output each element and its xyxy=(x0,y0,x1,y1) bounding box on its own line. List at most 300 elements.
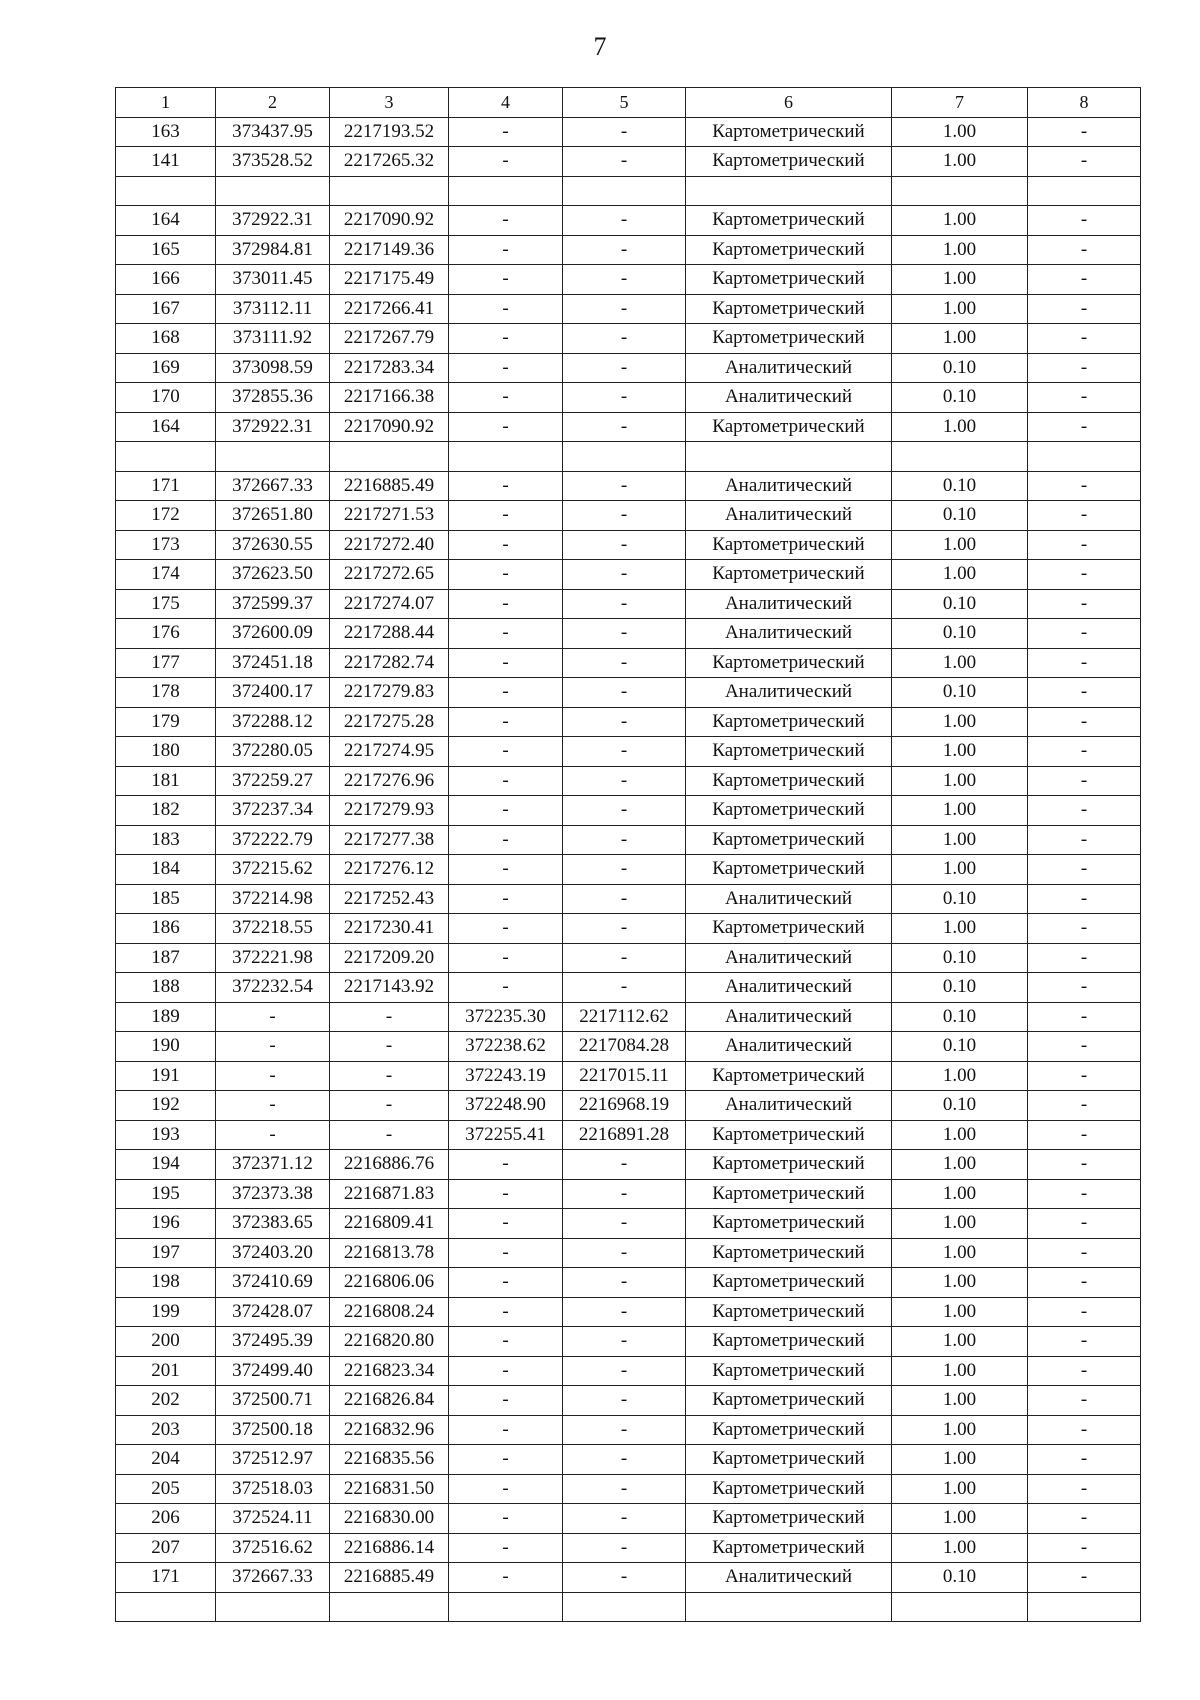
table-row xyxy=(116,412,1141,442)
table-cell-accuracy xyxy=(892,1592,1028,1622)
table-cell-accuracy: 1.00 xyxy=(892,737,1028,767)
table-cell-note: - xyxy=(1028,707,1141,737)
table-cell-y-coordinate: 2216886.76 xyxy=(330,1150,449,1180)
table-row xyxy=(116,147,1141,177)
table-row xyxy=(116,1327,1141,1357)
table-cell-x-coordinate: 372403.20 xyxy=(216,1238,330,1268)
table-cell-note: - xyxy=(1028,265,1141,295)
table-cell-y-coordinate-alt: - xyxy=(563,1209,686,1239)
table-cell-x-coordinate-alt: - xyxy=(449,560,563,590)
table-cell-x-coordinate-alt xyxy=(449,176,563,206)
table-row xyxy=(116,324,1141,354)
table-cell-point-number: 198 xyxy=(116,1268,216,1298)
table-cell-method: Аналитический xyxy=(686,619,892,649)
table-cell-method: Аналитический xyxy=(686,884,892,914)
table-cell-y-coordinate-alt: - xyxy=(563,147,686,177)
table-cell-y-coordinate-alt: - xyxy=(563,619,686,649)
table-cell-point-number: 187 xyxy=(116,943,216,973)
table-cell-y-coordinate-alt xyxy=(563,1592,686,1622)
table-cell-method xyxy=(686,176,892,206)
table-cell-y-coordinate: 2216820.80 xyxy=(330,1327,449,1357)
table-cell-method: Картометрический xyxy=(686,1297,892,1327)
table-cell-x-coordinate: 372984.81 xyxy=(216,235,330,265)
table-cell-method: Картометрический xyxy=(686,914,892,944)
table-cell-y-coordinate-alt: 2217084.28 xyxy=(563,1032,686,1062)
table-cell-y-coordinate: 2217274.95 xyxy=(330,737,449,767)
table-cell-method: Картометрический xyxy=(686,324,892,354)
table-cell-point-number: 199 xyxy=(116,1297,216,1327)
table-cell-y-coordinate-alt: - xyxy=(563,1474,686,1504)
table-cell-x-coordinate: 372516.62 xyxy=(216,1533,330,1563)
table-cell-accuracy: 1.00 xyxy=(892,560,1028,590)
table-cell-y-coordinate: - xyxy=(330,1120,449,1150)
table-cell-point-number: 141 xyxy=(116,147,216,177)
table-cell-x-coordinate-alt: - xyxy=(449,235,563,265)
table-cell-note: - xyxy=(1028,1120,1141,1150)
table-cell-x-coordinate: 372428.07 xyxy=(216,1297,330,1327)
table-cell-x-coordinate-alt: - xyxy=(449,973,563,1003)
table-cell-method: Аналитический xyxy=(686,501,892,531)
table-cell-x-coordinate: 372222.79 xyxy=(216,825,330,855)
table-cell-accuracy: 1.00 xyxy=(892,1474,1028,1504)
table-cell-y-coordinate: 2217090.92 xyxy=(330,206,449,236)
table-cell-y-coordinate-alt: - xyxy=(563,648,686,678)
table-cell-method: Аналитический xyxy=(686,1002,892,1032)
table-cell-y-coordinate: 2217090.92 xyxy=(330,412,449,442)
table-cell-accuracy: 1.00 xyxy=(892,147,1028,177)
table-cell-x-coordinate: 372500.71 xyxy=(216,1386,330,1416)
table-cell-y-coordinate-alt: - xyxy=(563,560,686,590)
table-cell-y-coordinate-alt: - xyxy=(563,707,686,737)
table-cell-point-number: 169 xyxy=(116,353,216,383)
table-cell-accuracy: 0.10 xyxy=(892,1002,1028,1032)
table-cell-x-coordinate: 372630.55 xyxy=(216,530,330,560)
table-cell-accuracy: 1.00 xyxy=(892,1268,1028,1298)
table-cell-method: Аналитический xyxy=(686,383,892,413)
table-cell-x-coordinate-alt: - xyxy=(449,1474,563,1504)
table-cell-x-coordinate-alt: - xyxy=(449,1563,563,1593)
table-cell-y-coordinate: 2217279.93 xyxy=(330,796,449,826)
table-cell-accuracy: 1.00 xyxy=(892,825,1028,855)
table-cell-method: Картометрический xyxy=(686,1179,892,1209)
column-header: 3 xyxy=(330,88,449,118)
table-cell-y-coordinate xyxy=(330,176,449,206)
table-cell-x-coordinate: 372410.69 xyxy=(216,1268,330,1298)
table-cell-method: Картометрический xyxy=(686,412,892,442)
table-cell-y-coordinate: 2216809.41 xyxy=(330,1209,449,1239)
table-cell-x-coordinate: 372451.18 xyxy=(216,648,330,678)
table-cell-method: Картометрический xyxy=(686,530,892,560)
table-cell-method: Картометрический xyxy=(686,1474,892,1504)
column-header: 6 xyxy=(686,88,892,118)
table-cell-x-coordinate: 373112.11 xyxy=(216,294,330,324)
table-cell-x-coordinate: 373437.95 xyxy=(216,117,330,147)
table-row xyxy=(116,737,1141,767)
table-cell-method: Картометрический xyxy=(686,206,892,236)
table-cell-y-coordinate-alt: - xyxy=(563,324,686,354)
table-cell-note: - xyxy=(1028,1386,1141,1416)
table-cell-x-coordinate: 372383.65 xyxy=(216,1209,330,1239)
table-cell-y-coordinate-alt: - xyxy=(563,206,686,236)
table-cell-point-number: 171 xyxy=(116,1563,216,1593)
table-cell-method: Аналитический xyxy=(686,678,892,708)
table-cell-x-coordinate-alt: - xyxy=(449,648,563,678)
table-cell-y-coordinate: 2217276.96 xyxy=(330,766,449,796)
table-cell-accuracy: 1.00 xyxy=(892,855,1028,885)
table-cell-x-coordinate: 372373.38 xyxy=(216,1179,330,1209)
table-cell-point-number: 164 xyxy=(116,206,216,236)
table-cell-x-coordinate-alt: - xyxy=(449,737,563,767)
table-cell-x-coordinate: 372667.33 xyxy=(216,471,330,501)
table-cell-point-number xyxy=(116,176,216,206)
table-cell-point-number: 205 xyxy=(116,1474,216,1504)
table-cell-method: Картометрический xyxy=(686,1504,892,1534)
table-cell-note: - xyxy=(1028,1327,1141,1357)
table-cell-method: Картометрический xyxy=(686,648,892,678)
table-cell-point-number xyxy=(116,442,216,472)
table-cell-method: Аналитический xyxy=(686,1091,892,1121)
table-cell-y-coordinate-alt: - xyxy=(563,1327,686,1357)
table-cell-y-coordinate: 2217272.40 xyxy=(330,530,449,560)
table-cell-x-coordinate-alt: - xyxy=(449,471,563,501)
table-body xyxy=(116,117,1141,1622)
table-cell-y-coordinate-alt: - xyxy=(563,265,686,295)
table-cell-x-coordinate: - xyxy=(216,1120,330,1150)
table-cell-note: - xyxy=(1028,353,1141,383)
table-cell-y-coordinate-alt: - xyxy=(563,1563,686,1593)
table-cell-method: Картометрический xyxy=(686,796,892,826)
table-cell-point-number: 207 xyxy=(116,1533,216,1563)
table-cell-x-coordinate: 372855.36 xyxy=(216,383,330,413)
table-cell-y-coordinate-alt: - xyxy=(563,1504,686,1534)
table-cell-y-coordinate-alt: - xyxy=(563,235,686,265)
table-cell-y-coordinate: 2217274.07 xyxy=(330,589,449,619)
table-cell-method: Картометрический xyxy=(686,117,892,147)
table-cell-x-coordinate: 372651.80 xyxy=(216,501,330,531)
table-cell-y-coordinate-alt: 2217015.11 xyxy=(563,1061,686,1091)
table-cell-y-coordinate: - xyxy=(330,1061,449,1091)
table-cell-x-coordinate: 372599.37 xyxy=(216,589,330,619)
table-cell-x-coordinate-alt: - xyxy=(449,530,563,560)
table-cell-method: Аналитический xyxy=(686,943,892,973)
column-header: 1 xyxy=(116,88,216,118)
table-cell-note xyxy=(1028,1592,1141,1622)
table-cell-x-coordinate-alt: - xyxy=(449,324,563,354)
table-cell-point-number: 200 xyxy=(116,1327,216,1357)
table-cell-x-coordinate: 373528.52 xyxy=(216,147,330,177)
table-cell-note: - xyxy=(1028,560,1141,590)
table-cell-y-coordinate-alt: - xyxy=(563,589,686,619)
table-cell-x-coordinate-alt: - xyxy=(449,265,563,295)
table-cell-y-coordinate: 2217277.38 xyxy=(330,825,449,855)
table-cell-x-coordinate-alt: - xyxy=(449,206,563,236)
table-cell-point-number: 173 xyxy=(116,530,216,560)
coordinates-table xyxy=(115,87,1141,1622)
table-cell-y-coordinate: 2216808.24 xyxy=(330,1297,449,1327)
table-cell-accuracy: 1.00 xyxy=(892,1356,1028,1386)
table-cell-note: - xyxy=(1028,1533,1141,1563)
table-cell-method: Картометрический xyxy=(686,1533,892,1563)
table-cell-method: Картометрический xyxy=(686,147,892,177)
table-cell-note: - xyxy=(1028,1356,1141,1386)
table-cell-y-coordinate-alt: - xyxy=(563,1386,686,1416)
column-header: 8 xyxy=(1028,88,1141,118)
table-cell-accuracy: 0.10 xyxy=(892,383,1028,413)
table-cell-x-coordinate-alt: - xyxy=(449,1356,563,1386)
table-cell-accuracy: 1.00 xyxy=(892,1327,1028,1357)
table-row xyxy=(116,884,1141,914)
table-cell-method: Картометрический xyxy=(686,707,892,737)
table-cell-note: - xyxy=(1028,1032,1141,1062)
table-cell-note: - xyxy=(1028,412,1141,442)
table-cell-note: - xyxy=(1028,648,1141,678)
table-cell-x-coordinate-alt: - xyxy=(449,707,563,737)
table-cell-y-coordinate-alt: - xyxy=(563,884,686,914)
table-cell-x-coordinate-alt: - xyxy=(449,678,563,708)
table-cell-x-coordinate-alt: - xyxy=(449,1150,563,1180)
table-cell-method: Аналитический xyxy=(686,471,892,501)
table-row xyxy=(116,560,1141,590)
table-cell-point-number: 203 xyxy=(116,1415,216,1445)
table-cell-point-number: 194 xyxy=(116,1150,216,1180)
table-cell-accuracy: 1.00 xyxy=(892,1415,1028,1445)
table-cell-point-number: 175 xyxy=(116,589,216,619)
table-cell-y-coordinate xyxy=(330,442,449,472)
table-cell-y-coordinate-alt: - xyxy=(563,117,686,147)
table-cell-note: - xyxy=(1028,973,1141,1003)
table-cell-x-coordinate: 372214.98 xyxy=(216,884,330,914)
table-cell-note: - xyxy=(1028,1563,1141,1593)
table-cell-x-coordinate xyxy=(216,176,330,206)
table-row xyxy=(116,383,1141,413)
table-cell-accuracy: 1.00 xyxy=(892,294,1028,324)
table-cell-y-coordinate: 2216830.00 xyxy=(330,1504,449,1534)
table-cell-y-coordinate-alt: - xyxy=(563,855,686,885)
table-row xyxy=(116,1268,1141,1298)
table-row xyxy=(116,1209,1141,1239)
table-cell-note: - xyxy=(1028,1209,1141,1239)
table-cell-note: - xyxy=(1028,678,1141,708)
table-cell-method: Картометрический xyxy=(686,235,892,265)
table-cell-note: - xyxy=(1028,530,1141,560)
table-row xyxy=(116,589,1141,619)
table-row xyxy=(116,1533,1141,1563)
table-cell-point-number: 167 xyxy=(116,294,216,324)
table-cell-y-coordinate: 2216813.78 xyxy=(330,1238,449,1268)
table-cell-accuracy: 0.10 xyxy=(892,589,1028,619)
table-cell-note: - xyxy=(1028,1150,1141,1180)
table-cell-note: - xyxy=(1028,737,1141,767)
table-cell-y-coordinate-alt: - xyxy=(563,353,686,383)
table-cell-y-coordinate-alt: 2216968.19 xyxy=(563,1091,686,1121)
table-cell-method: Картометрический xyxy=(686,1327,892,1357)
table-cell-y-coordinate: 2216823.34 xyxy=(330,1356,449,1386)
table-cell-y-coordinate-alt: - xyxy=(563,796,686,826)
table-cell-point-number: 171 xyxy=(116,471,216,501)
table-cell-y-coordinate: 2216832.96 xyxy=(330,1415,449,1445)
table-cell-y-coordinate: 2216831.50 xyxy=(330,1474,449,1504)
table-cell-x-coordinate xyxy=(216,1592,330,1622)
table-cell-note: - xyxy=(1028,206,1141,236)
table-row xyxy=(116,1002,1141,1032)
table-cell-point-number: 178 xyxy=(116,678,216,708)
table-cell-note: - xyxy=(1028,1179,1141,1209)
table-cell-x-coordinate-alt: - xyxy=(449,1533,563,1563)
table-row xyxy=(116,1386,1141,1416)
table-cell-note: - xyxy=(1028,501,1141,531)
table-cell-point-number xyxy=(116,1592,216,1622)
table-cell-y-coordinate-alt: - xyxy=(563,1415,686,1445)
table-cell-accuracy: 1.00 xyxy=(892,1150,1028,1180)
table-row xyxy=(116,501,1141,531)
table-cell-point-number: 190 xyxy=(116,1032,216,1062)
table-row xyxy=(116,1150,1141,1180)
table-cell-accuracy: 1.00 xyxy=(892,766,1028,796)
table-cell-method: Картометрический xyxy=(686,855,892,885)
table-row xyxy=(116,530,1141,560)
table-cell-x-coordinate-alt: - xyxy=(449,1415,563,1445)
table-cell-note: - xyxy=(1028,147,1141,177)
table-cell-x-coordinate-alt: 372243.19 xyxy=(449,1061,563,1091)
table-cell-y-coordinate: 2216871.83 xyxy=(330,1179,449,1209)
table-cell-x-coordinate: 372600.09 xyxy=(216,619,330,649)
table-cell-note: - xyxy=(1028,117,1141,147)
table-cell-x-coordinate-alt: - xyxy=(449,383,563,413)
table-cell-note xyxy=(1028,176,1141,206)
table-cell-x-coordinate: 372499.40 xyxy=(216,1356,330,1386)
table-cell-x-coordinate: 372259.27 xyxy=(216,766,330,796)
table-cell-x-coordinate: 372667.33 xyxy=(216,1563,330,1593)
column-header: 2 xyxy=(216,88,330,118)
table-cell-point-number: 185 xyxy=(116,884,216,914)
table-cell-x-coordinate-alt: 372238.62 xyxy=(449,1032,563,1062)
table-cell-point-number: 172 xyxy=(116,501,216,531)
table-cell-y-coordinate-alt: - xyxy=(563,294,686,324)
table-cell-accuracy: 0.10 xyxy=(892,884,1028,914)
table-cell-x-coordinate-alt: - xyxy=(449,825,563,855)
table-cell-x-coordinate-alt: - xyxy=(449,1504,563,1534)
table-cell-y-coordinate: 2216886.14 xyxy=(330,1533,449,1563)
table-cell-x-coordinate: 372232.54 xyxy=(216,973,330,1003)
table-row xyxy=(116,1474,1141,1504)
table-cell-note: - xyxy=(1028,383,1141,413)
table-cell-x-coordinate-alt: - xyxy=(449,294,563,324)
table-cell-point-number: 191 xyxy=(116,1061,216,1091)
table-cell-y-coordinate-alt: - xyxy=(563,412,686,442)
table-cell-note: - xyxy=(1028,1268,1141,1298)
table-row xyxy=(116,678,1141,708)
table-row xyxy=(116,353,1141,383)
table-cell-x-coordinate: 372500.18 xyxy=(216,1415,330,1445)
table-cell-point-number: 165 xyxy=(116,235,216,265)
table-cell-method: Картометрический xyxy=(686,1150,892,1180)
table-cell-y-coordinate-alt: - xyxy=(563,1445,686,1475)
table-cell-point-number: 184 xyxy=(116,855,216,885)
table-cell-x-coordinate: - xyxy=(216,1032,330,1062)
table-row xyxy=(116,648,1141,678)
table-cell-x-coordinate-alt: - xyxy=(449,589,563,619)
table-cell-method: Аналитический xyxy=(686,1032,892,1062)
table-cell-x-coordinate: 373011.45 xyxy=(216,265,330,295)
table-cell-y-coordinate: 2216885.49 xyxy=(330,1563,449,1593)
table-cell-method: Картометрический xyxy=(686,265,892,295)
table-cell-y-coordinate: 2217283.34 xyxy=(330,353,449,383)
table-cell-accuracy: 1.00 xyxy=(892,1179,1028,1209)
table-cell-note: - xyxy=(1028,1415,1141,1445)
table-cell-y-coordinate: 2217149.36 xyxy=(330,235,449,265)
table-cell-y-coordinate-alt: 2217112.62 xyxy=(563,1002,686,1032)
table-cell-point-number: 197 xyxy=(116,1238,216,1268)
table-cell-point-number: 168 xyxy=(116,324,216,354)
table-cell-method: Картометрический xyxy=(686,1238,892,1268)
table-cell-y-coordinate-alt: - xyxy=(563,471,686,501)
table-cell-accuracy: 1.00 xyxy=(892,265,1028,295)
table-row xyxy=(116,1504,1141,1534)
table-cell-accuracy: 0.10 xyxy=(892,943,1028,973)
table-cell-y-coordinate: 2217209.20 xyxy=(330,943,449,973)
table-cell-y-coordinate: 2217288.44 xyxy=(330,619,449,649)
table-cell-note: - xyxy=(1028,825,1141,855)
table-row xyxy=(116,1238,1141,1268)
table-cell-y-coordinate-alt: - xyxy=(563,1179,686,1209)
table-cell-x-coordinate-alt: - xyxy=(449,1386,563,1416)
table-cell-point-number: 179 xyxy=(116,707,216,737)
table-cell-point-number: 164 xyxy=(116,412,216,442)
table-cell-accuracy: 1.00 xyxy=(892,1061,1028,1091)
table-cell-x-coordinate: 372518.03 xyxy=(216,1474,330,1504)
table-cell-x-coordinate: 372280.05 xyxy=(216,737,330,767)
table-cell-accuracy: 1.00 xyxy=(892,530,1028,560)
table-cell-point-number: 180 xyxy=(116,737,216,767)
table-row xyxy=(116,855,1141,885)
table-cell-y-coordinate-alt xyxy=(563,176,686,206)
table-cell-y-coordinate-alt: - xyxy=(563,825,686,855)
table-cell-point-number: 192 xyxy=(116,1091,216,1121)
table-cell-accuracy: 0.10 xyxy=(892,471,1028,501)
table-row xyxy=(116,294,1141,324)
table-row xyxy=(116,707,1141,737)
table-cell-accuracy: 1.00 xyxy=(892,206,1028,236)
table-cell-x-coordinate-alt xyxy=(449,1592,563,1622)
table-cell-x-coordinate: 372922.31 xyxy=(216,412,330,442)
table-cell-y-coordinate: 2217271.53 xyxy=(330,501,449,531)
table-row xyxy=(116,825,1141,855)
table-cell-y-coordinate: 2216826.84 xyxy=(330,1386,449,1416)
table-cell-y-coordinate: 2217276.12 xyxy=(330,855,449,885)
table-cell-x-coordinate-alt: - xyxy=(449,1445,563,1475)
table-cell-y-coordinate-alt: - xyxy=(563,1533,686,1563)
table-cell-method: Картометрический xyxy=(686,1209,892,1239)
table-cell-accuracy: 1.00 xyxy=(892,324,1028,354)
table-cell-y-coordinate-alt: - xyxy=(563,737,686,767)
column-header: 7 xyxy=(892,88,1028,118)
table-cell-y-coordinate: 2217272.65 xyxy=(330,560,449,590)
table-row xyxy=(116,1032,1141,1062)
table-cell-x-coordinate-alt: - xyxy=(449,855,563,885)
table-cell-y-coordinate: 2217193.52 xyxy=(330,117,449,147)
table-cell-y-coordinate-alt: - xyxy=(563,501,686,531)
table-cell-note xyxy=(1028,442,1141,472)
table-cell-note: - xyxy=(1028,1061,1141,1091)
table-cell-method: Картометрический xyxy=(686,1268,892,1298)
table-cell-x-coordinate-alt: - xyxy=(449,117,563,147)
table-cell-method xyxy=(686,442,892,472)
table-cell-y-coordinate-alt: - xyxy=(563,1297,686,1327)
table-cell-point-number: 202 xyxy=(116,1386,216,1416)
table-row xyxy=(116,1592,1141,1622)
table-cell-note: - xyxy=(1028,884,1141,914)
table-row xyxy=(116,766,1141,796)
